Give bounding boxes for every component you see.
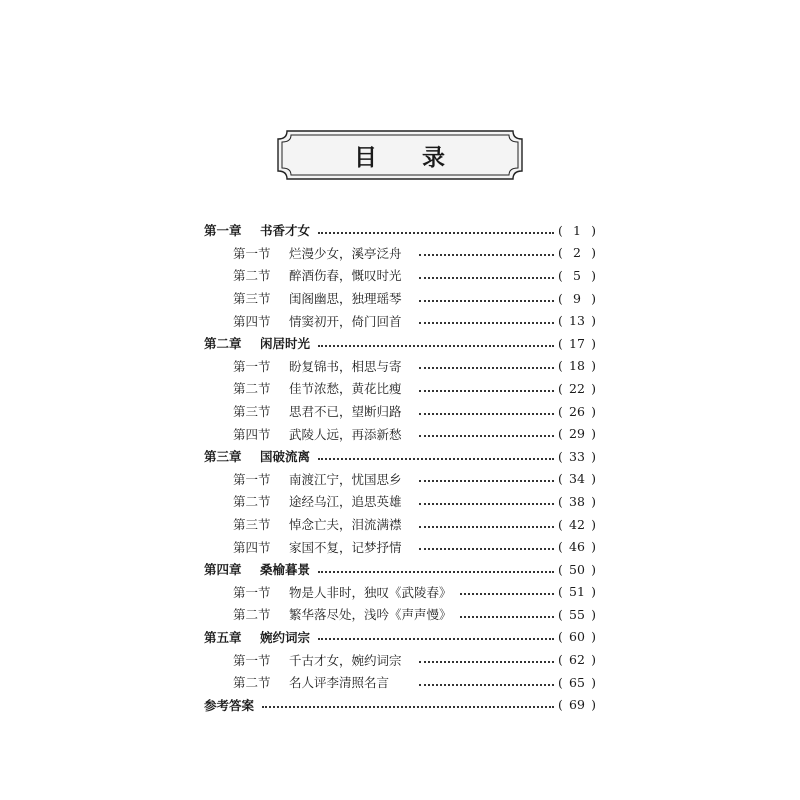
toc-section-row	[204, 581, 596, 604]
toc-section-row	[204, 468, 596, 491]
toc-section-row	[204, 400, 596, 423]
toc-entry-title: 情窦初开，倚门回首	[289, 313, 402, 329]
page-number-value: 65	[569, 674, 585, 690]
table-of-contents	[204, 219, 596, 716]
dot-leader	[419, 412, 554, 415]
page-number-value: 9	[573, 290, 581, 306]
toc-entry-number: 第三节	[233, 291, 271, 307]
dot-leader	[460, 592, 554, 595]
dot-leader	[318, 637, 554, 640]
toc-entry-number: 第三节	[233, 517, 271, 533]
toc-page-number: ( 2 )	[558, 245, 596, 261]
toc-section-row	[204, 513, 596, 536]
page-number-value: 1	[573, 222, 581, 238]
dot-leader	[419, 502, 554, 505]
toc-page-number: ( 62 )	[558, 652, 596, 668]
toc-entry-number: 第三章	[204, 449, 242, 465]
toc-entry-number: 第一节	[233, 584, 271, 600]
toc-entry-number: 第一节	[233, 358, 271, 374]
page-number-value: 51	[569, 584, 585, 600]
toc-page-number: ( 9 )	[558, 290, 596, 306]
toc-page-number: ( 22 )	[558, 380, 596, 396]
toc-chapter-row	[204, 445, 596, 468]
toc-section-row	[204, 490, 596, 513]
toc-page-number: ( 1 )	[558, 222, 596, 238]
toc-entry-title: 千古才女，婉约词宗	[289, 652, 402, 668]
toc-entry-title: 书香才女	[260, 223, 311, 239]
toc-page-number: ( 69 )	[558, 697, 596, 713]
page-number-value: 50	[569, 561, 585, 577]
toc-section-row	[204, 671, 596, 694]
toc-chapter-row	[204, 332, 596, 355]
toc-page-number: ( 60 )	[558, 629, 596, 645]
dot-leader	[318, 570, 554, 573]
toc-title-frame	[277, 130, 523, 180]
title-char-2: 录	[422, 144, 446, 171]
toc-entry-number: 第四节	[233, 539, 271, 555]
page-number-value: 2	[573, 245, 581, 261]
toc-entry-number: 第五章	[204, 629, 242, 645]
toc-section-row	[204, 242, 596, 265]
dot-leader	[419, 479, 554, 482]
toc-page-number: ( 51 )	[558, 584, 596, 600]
toc-page-number: ( 33 )	[558, 448, 596, 464]
toc-entry-number: 第一节	[233, 245, 271, 261]
toc-entry-title: 国破流离	[260, 449, 311, 465]
dot-leader	[419, 299, 554, 302]
page-number-value: 5	[573, 267, 581, 283]
toc-entry-number: 第二节	[233, 607, 271, 623]
dot-leader	[419, 660, 554, 663]
title-char-1: 目	[354, 144, 378, 171]
dot-leader	[419, 547, 554, 550]
toc-section-row	[204, 355, 596, 378]
toc-entry-number: 第四节	[233, 426, 271, 442]
page-number-value: 17	[569, 335, 585, 351]
page-number-value: 22	[569, 380, 585, 396]
toc-page-number: ( 34 )	[558, 471, 596, 487]
page-number-value: 26	[569, 403, 585, 419]
toc-page-number: ( 17 )	[558, 335, 596, 351]
toc-entry-number: 第二节	[233, 494, 271, 510]
page-number-value: 62	[569, 652, 585, 668]
toc-entry-title: 参考答案	[204, 697, 255, 713]
toc-entry-number: 第二节	[233, 381, 271, 397]
toc-section-row	[204, 535, 596, 558]
toc-entry-title: 盼复锦书，相思与寄	[289, 358, 402, 374]
page-number-value: 55	[569, 606, 585, 622]
toc-page-number: ( 5 )	[558, 267, 596, 283]
toc-page-number: ( 26 )	[558, 403, 596, 419]
toc-page-number: ( 65 )	[558, 674, 596, 690]
dot-leader	[419, 683, 554, 686]
dot-leader	[419, 434, 554, 437]
toc-section-row	[204, 648, 596, 671]
dot-leader	[419, 253, 554, 256]
dot-leader	[419, 525, 554, 528]
toc-entry-number: 第四章	[204, 562, 242, 578]
toc-section-row	[204, 603, 596, 626]
toc-entry-title: 悼念亡夫，泪流满襟	[289, 517, 402, 533]
toc-page-number: ( 42 )	[558, 516, 596, 532]
dot-leader	[419, 321, 554, 324]
toc-entry-title: 名人评李清照名言	[289, 675, 390, 691]
page-number-value: 13	[569, 313, 585, 329]
toc-page-number: ( 29 )	[558, 426, 596, 442]
dot-leader	[318, 344, 554, 347]
page-number-value: 33	[569, 448, 585, 464]
toc-chapter-row	[204, 219, 596, 242]
toc-entry-number: 第二节	[233, 675, 271, 691]
dot-leader	[419, 366, 554, 369]
toc-entry-title: 闺阁幽思，独理瑶琴	[289, 291, 402, 307]
toc-page-number: ( 18 )	[558, 358, 596, 374]
toc-entry-number: 第二章	[204, 336, 242, 352]
dot-leader	[262, 705, 554, 708]
toc-chapter-row	[204, 626, 596, 649]
toc-entry-title: 物是人非时，独叹《武陵春》	[289, 584, 452, 600]
page-number-value: 18	[569, 358, 585, 374]
page-number-value: 29	[569, 426, 585, 442]
toc-entry-number: 第三节	[233, 404, 271, 420]
toc-entry-number: 第一章	[204, 223, 242, 239]
dot-leader	[419, 276, 554, 279]
toc-entry-number: 第四节	[233, 313, 271, 329]
dot-leader	[318, 457, 554, 460]
toc-entry-title: 桑榆暮景	[260, 562, 311, 578]
toc-section-row	[204, 309, 596, 332]
toc-page-number: ( 13 )	[558, 313, 596, 329]
toc-entry-title: 婉约词宗	[260, 629, 311, 645]
toc-entry-number: 第一节	[233, 471, 271, 487]
page-title	[277, 130, 523, 180]
page-number-value: 42	[569, 516, 585, 532]
page-number-value: 38	[569, 493, 585, 509]
page-number-value: 46	[569, 539, 585, 555]
toc-entry-title: 闲居时光	[260, 336, 311, 352]
toc-chapter-row	[204, 693, 596, 716]
toc-page-number: ( 55 )	[558, 606, 596, 622]
toc-entry-number: 第二节	[233, 268, 271, 284]
toc-entry-title: 醉酒伤春，慨叹时光	[289, 268, 402, 284]
page-number-value: 60	[569, 629, 585, 645]
page-number-value: 34	[569, 471, 585, 487]
toc-entry-title: 武陵人远，再添新愁	[289, 426, 402, 442]
toc-section-row	[204, 377, 596, 400]
toc-chapter-row	[204, 558, 596, 581]
toc-entry-number: 第一节	[233, 652, 271, 668]
dot-leader	[318, 231, 554, 234]
dot-leader	[419, 389, 554, 392]
toc-entry-title: 南渡江宁，忧国思乡	[289, 471, 402, 487]
toc-section-row	[204, 422, 596, 445]
toc-entry-title: 烂漫少女，溪亭泛舟	[289, 245, 402, 261]
toc-page-number: ( 38 )	[558, 493, 596, 509]
toc-page-number: ( 50 )	[558, 561, 596, 577]
toc-entry-title: 佳节浓愁，黄花比瘦	[289, 381, 402, 397]
page-number-value: 69	[569, 697, 585, 713]
toc-entry-title: 思君不已，望断归路	[289, 404, 402, 420]
toc-section-row	[204, 287, 596, 310]
dot-leader	[460, 615, 554, 618]
toc-entry-title: 途经乌江，追思英雄	[289, 494, 402, 510]
toc-page-number: ( 46 )	[558, 539, 596, 555]
toc-section-row	[204, 264, 596, 287]
toc-entry-title: 家国不复，记梦抒情	[289, 539, 402, 555]
toc-entry-title: 繁华落尽处，浅吟《声声慢》	[289, 607, 452, 623]
